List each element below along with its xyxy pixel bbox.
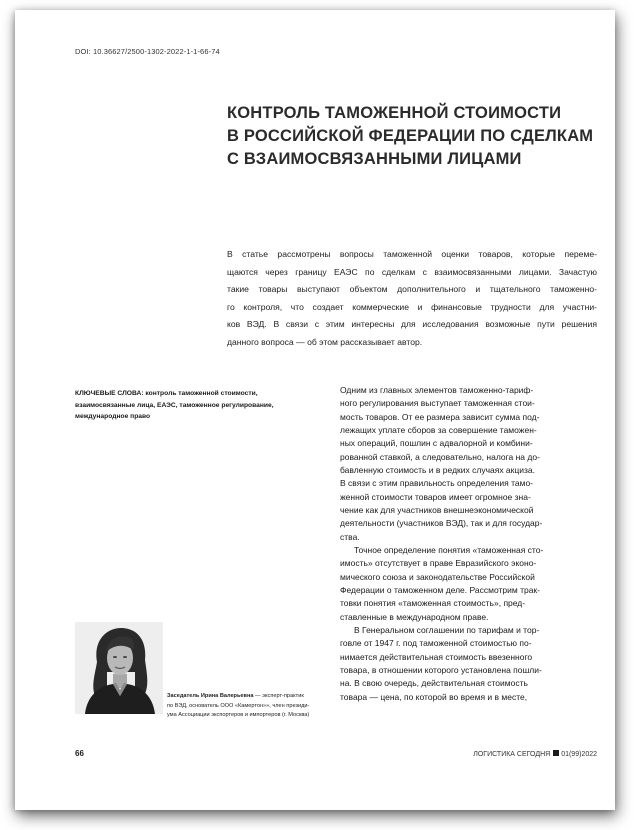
article-title bbox=[227, 102, 597, 171]
body-line: В связи с этим правильность определения тамо- bbox=[340, 478, 534, 489]
body-line: бавленную стоимость и в редких случаях акциза. bbox=[340, 464, 535, 475]
body-line: ных операций, пошлин с адвалорной и комбини- bbox=[340, 438, 533, 449]
body-line: ного регулирования выступает таможенная стои- bbox=[340, 398, 535, 409]
body-line: товара, в отношении которого установлена пошли- bbox=[340, 664, 542, 675]
body-line: чение как для участников внешнеэкономической bbox=[340, 504, 534, 515]
title-line: В РОССИЙСКОЙ ФЕДЕРАЦИИ ПО СДЕЛКАМ bbox=[227, 127, 594, 145]
abstract-line: ков ВЭД. В связи с этим интересны для исследования возможные пути решения bbox=[227, 319, 597, 330]
keywords-line: взаимосвязанные лица, ЕАЭС, таможенное регулирование, bbox=[75, 401, 274, 409]
keywords-line: КЛЮЧЕВЫЕ СЛОВА: контроль таможенной стоимости, bbox=[75, 390, 258, 397]
author-desc: — эксперт-практик bbox=[253, 693, 304, 699]
author-desc: по ВЭД, основатель ООО «Камертон»», член президи- bbox=[167, 702, 310, 709]
abstract-line: го контроля, что создает коммерческие и финансовые трудности для участни- bbox=[227, 301, 597, 312]
body-line: В Генеральном соглашении по тарифам и тор- bbox=[354, 624, 540, 635]
article-abstract bbox=[227, 246, 597, 352]
author-desc: ума Ассоциации экспортеров и импортеров (г. Москва) bbox=[167, 712, 310, 718]
body-line: Федерации о таможенном деле. Рассмотрим трак- bbox=[340, 584, 540, 595]
doi-label: DOI: 10.36627/2500-1302-2022-1-1-66-74 bbox=[75, 47, 220, 56]
body-line: мость товаров. От ее размера зависит сумма под- bbox=[340, 411, 540, 422]
body-line: на. В свою очередь, действительная стоимость bbox=[340, 678, 528, 689]
journal-issue: 01(99)2022 bbox=[561, 751, 597, 758]
body-line: нимается действительная стоимость ввезенного bbox=[340, 651, 533, 662]
page-number: 66 bbox=[75, 749, 84, 758]
body-line: имость» отсутствует в праве Евразийского эконо- bbox=[340, 558, 537, 569]
body-line: лежащих уплате сборов за совершение таможен- bbox=[340, 424, 537, 435]
body-line: ства. bbox=[340, 531, 360, 542]
body-line: Точное определение понятия «таможенная сто- bbox=[354, 544, 544, 555]
journal-footer bbox=[473, 750, 597, 758]
author-name: Заседатель Ирина Валерьевна bbox=[167, 693, 254, 699]
body-line: деятельности (участников ВЭД), так и для государ- bbox=[340, 518, 543, 529]
body-line: говле от 1947 г. под таможенной стоимостью по- bbox=[340, 638, 532, 649]
journal-name: ЛОГИСТИКА СЕГОДНЯ bbox=[473, 751, 551, 758]
body-line: товки понятия «таможенная стоимость», пред- bbox=[340, 598, 526, 609]
abstract-line: данного вопроса — об этом рассказывает автор. bbox=[227, 336, 423, 347]
title-line: КОНТРОЛЬ ТАМОЖЕННОЙ СТОИМОСТИ bbox=[227, 104, 562, 122]
square-icon bbox=[553, 750, 559, 756]
author-bio bbox=[167, 692, 332, 721]
keywords-line: международное право bbox=[75, 413, 151, 420]
body-line: товара — цена, по которой во время и в месте, bbox=[340, 691, 528, 702]
article-body bbox=[340, 384, 598, 704]
body-line: мического союза и законодательстве Российской bbox=[340, 571, 535, 582]
title-line: С ВЗАИМОСВЯЗАННЫМИ ЛИЦАМИ bbox=[227, 150, 522, 168]
body-line: рованной ставкой, а следовательно, налога на до- bbox=[340, 451, 540, 462]
body-line: женной стоимости товаров имеет огромное зна- bbox=[340, 491, 531, 502]
abstract-line: такие товары выступают объектом дополнительного и тщательного таможенно- bbox=[227, 284, 597, 295]
abstract-line: В статье рассмотрены вопросы таможенной оценки товаров, которые переме- bbox=[227, 249, 597, 259]
body-line: ставленные в международном праве. bbox=[340, 611, 489, 622]
body-line: Одним из главных элементов таможенно-тариф- bbox=[340, 385, 534, 395]
keywords-block bbox=[75, 388, 320, 423]
article-page bbox=[15, 10, 615, 810]
abstract-line: щаются через границу ЕАЭС по сделкам с взаимосвязанными лицами. Зачастую bbox=[227, 266, 597, 277]
author-photo bbox=[75, 622, 163, 714]
